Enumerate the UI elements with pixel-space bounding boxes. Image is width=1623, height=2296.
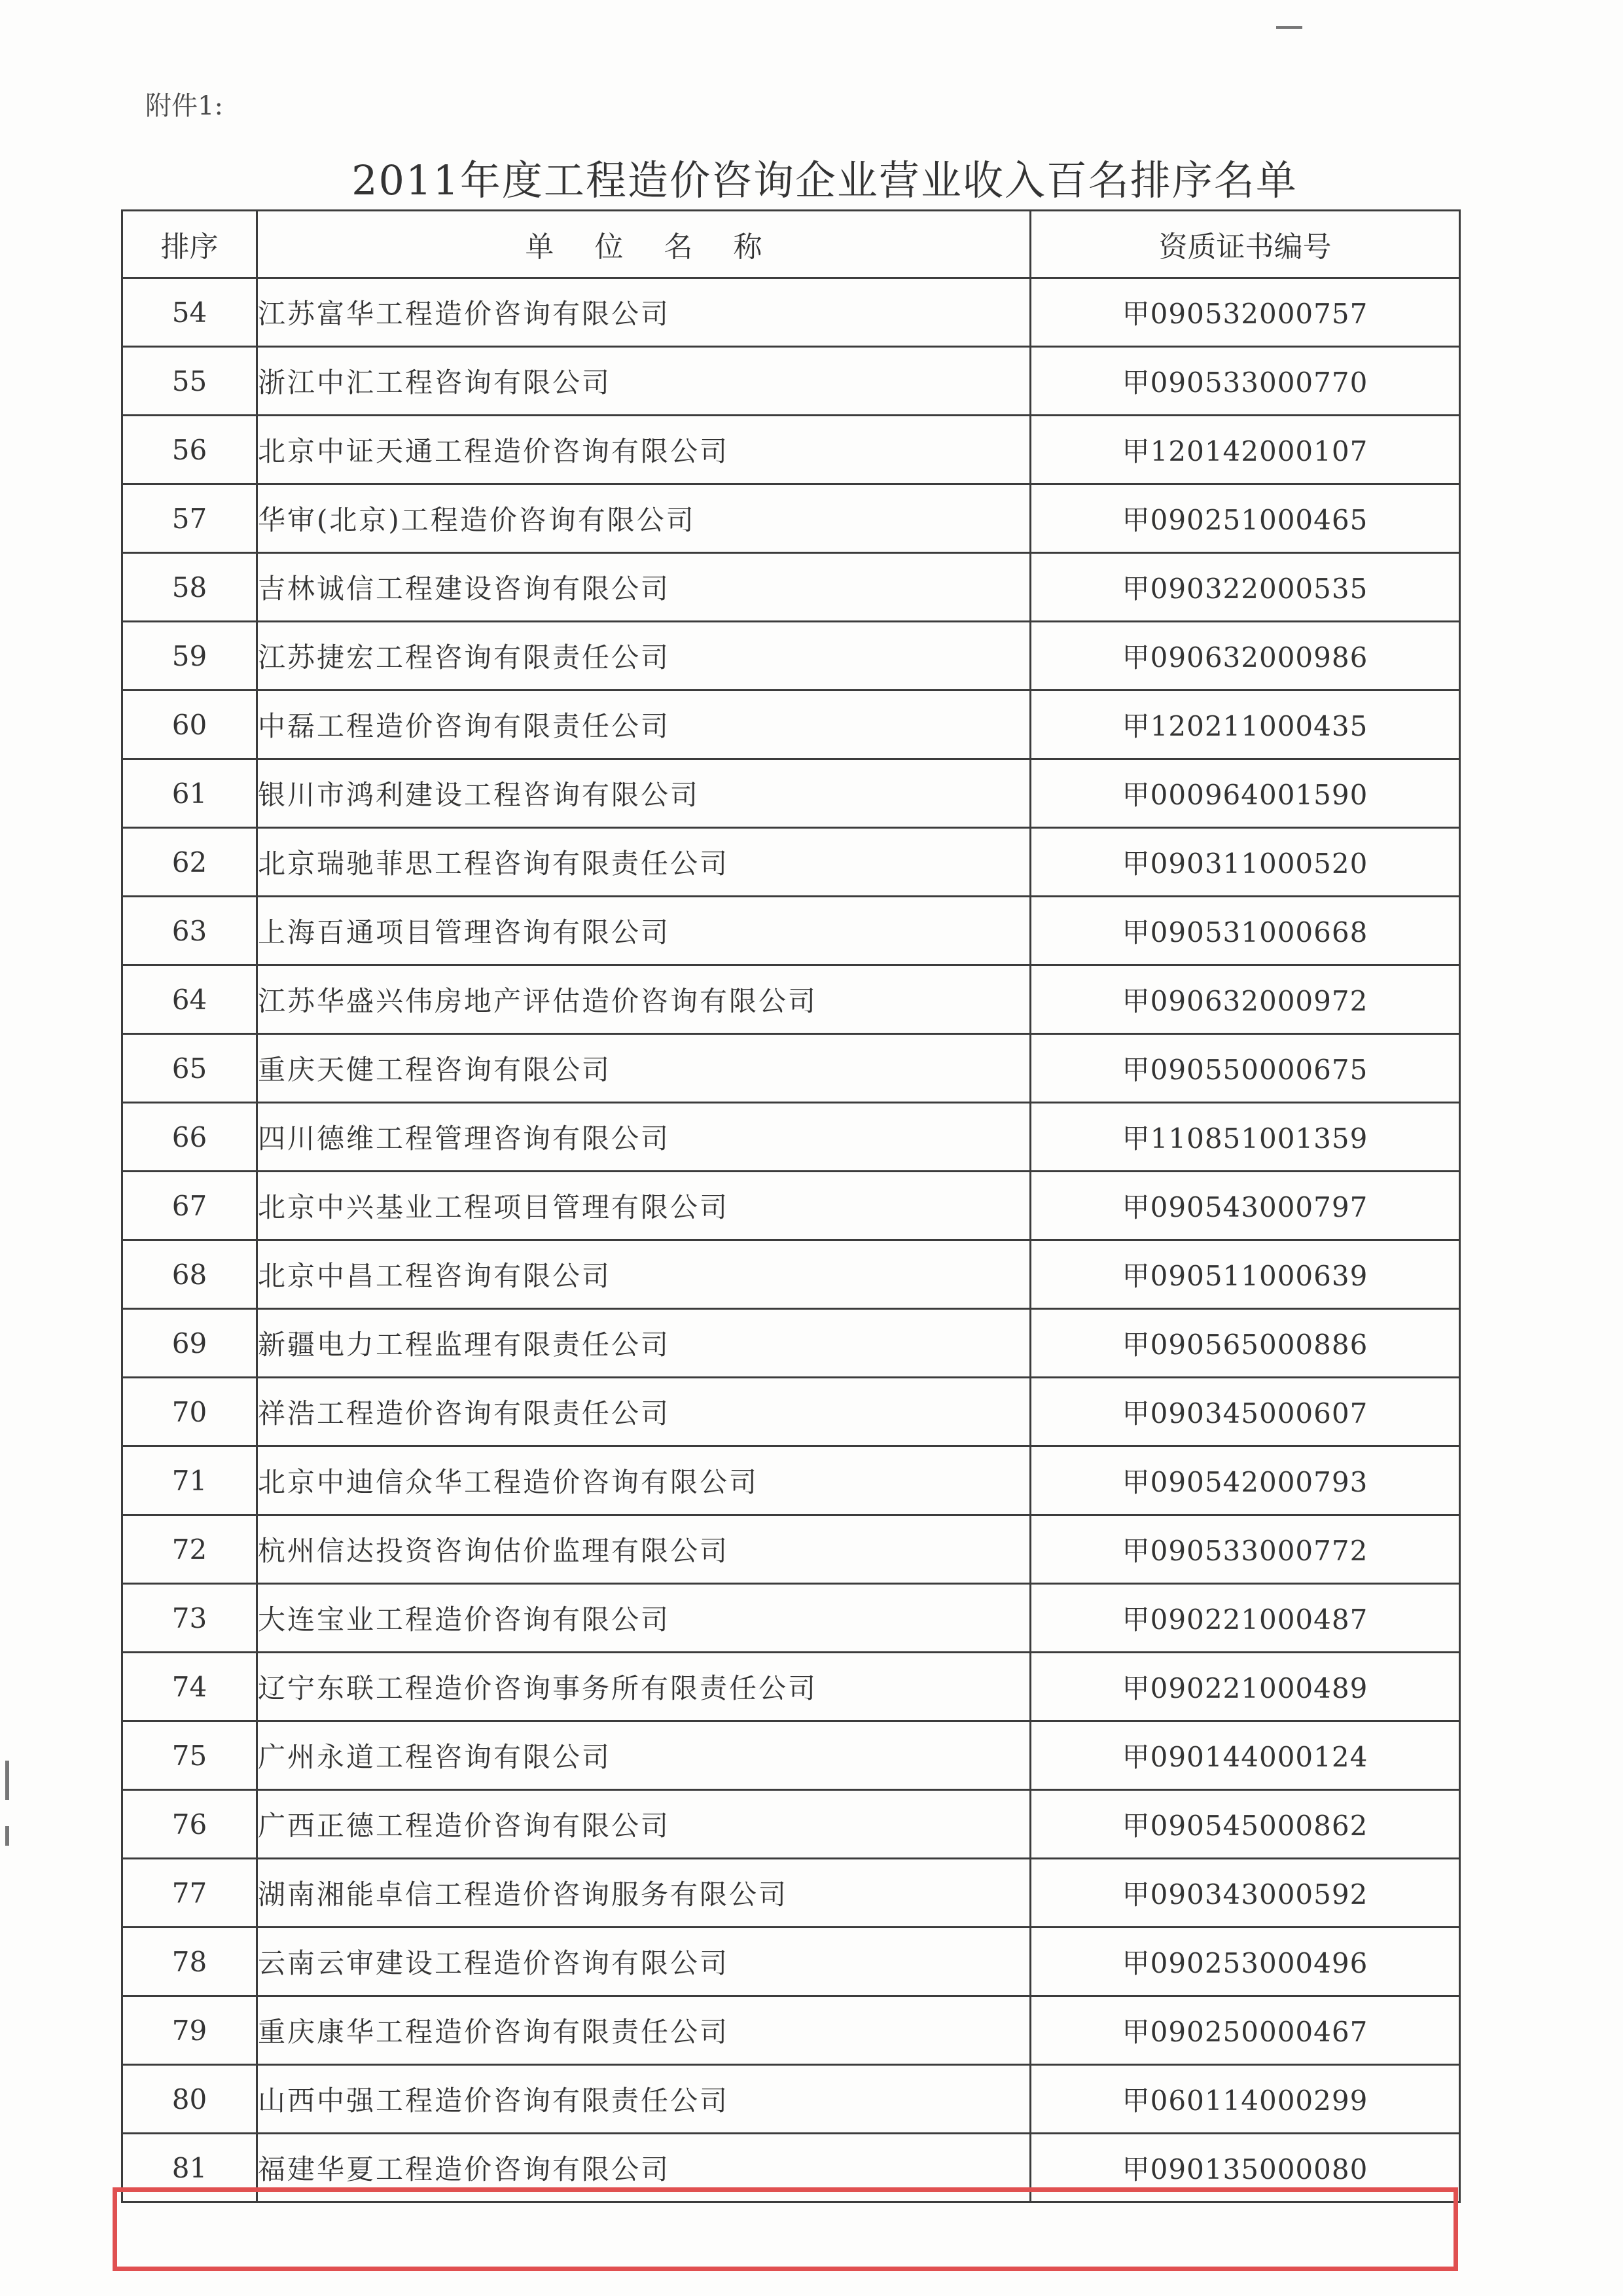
- certificate-number-cell: 甲090511000639: [1031, 1240, 1460, 1309]
- certificate-number-cell: 甲090531000668: [1031, 897, 1460, 965]
- company-name-cell: 重庆天健工程咨询有限公司: [257, 1034, 1031, 1103]
- scan-speck: [1276, 26, 1302, 29]
- company-name-cell: 北京中证天通工程造价咨询有限公司: [257, 416, 1031, 484]
- company-name-cell: 广西正德工程造价咨询有限公司: [257, 1790, 1031, 1859]
- rank-cell: 56: [122, 416, 257, 484]
- rank-cell: 81: [122, 2134, 257, 2202]
- rank-cell: 72: [122, 1515, 257, 1584]
- company-name-cell: 江苏华盛兴伟房地产评估造价咨询有限公司: [257, 965, 1031, 1034]
- rank-cell: 78: [122, 1928, 257, 1996]
- company-name-cell: 上海百通项目管理咨询有限公司: [257, 897, 1031, 965]
- certificate-number-cell: 甲090221000489: [1031, 1653, 1460, 1721]
- table-row: [122, 1446, 1460, 1515]
- company-name-cell: 辽宁东联工程造价咨询事务所有限责任公司: [257, 1653, 1031, 1721]
- table-body: [122, 278, 1460, 2202]
- table-row: [122, 897, 1460, 965]
- certificate-number-cell: 甲090545000862: [1031, 1790, 1460, 1859]
- company-name-cell: 北京中迪信众华工程造价咨询有限公司: [257, 1446, 1031, 1515]
- rank-cell: 67: [122, 1172, 257, 1240]
- rank-cell: 60: [122, 691, 257, 759]
- rank-cell: 68: [122, 1240, 257, 1309]
- company-name-cell: 中磊工程造价咨询有限责任公司: [257, 691, 1031, 759]
- certificate-number-cell: 甲090550000675: [1031, 1034, 1460, 1103]
- company-name-cell: 浙江中汇工程咨询有限公司: [257, 347, 1031, 416]
- certificate-number-cell: 甲090533000770: [1031, 347, 1460, 416]
- rank-cell: 62: [122, 828, 257, 897]
- rank-cell: 75: [122, 1721, 257, 1790]
- table-row: [122, 1378, 1460, 1446]
- table-header-row: [122, 211, 1460, 278]
- table-row: [122, 416, 1460, 484]
- certificate-number-cell: 甲090253000496: [1031, 1928, 1460, 1996]
- table-row: [122, 347, 1460, 416]
- table-row: [122, 2065, 1460, 2134]
- certificate-number-cell: 甲090542000793: [1031, 1446, 1460, 1515]
- company-name-cell: 杭州信达投资咨询估价监理有限公司: [257, 1515, 1031, 1584]
- table-row: [122, 278, 1460, 347]
- rank-cell: 65: [122, 1034, 257, 1103]
- table-row: [122, 1240, 1460, 1309]
- table-row: [122, 1790, 1460, 1859]
- table-row: [122, 553, 1460, 622]
- certificate-number-cell: 甲060114000299: [1031, 2065, 1460, 2134]
- certificate-number-cell: 甲090632000986: [1031, 622, 1460, 691]
- company-name-cell: 重庆康华工程造价咨询有限责任公司: [257, 1996, 1031, 2065]
- certificate-number-cell: 甲090250000467: [1031, 1996, 1460, 2065]
- table-row: [122, 828, 1460, 897]
- table-row: [122, 1859, 1460, 1928]
- certificate-number-cell: 甲090144000124: [1031, 1721, 1460, 1790]
- rank-cell: 74: [122, 1653, 257, 1721]
- certificate-number-cell: 甲090543000797: [1031, 1172, 1460, 1240]
- certificate-number-cell: 甲090221000487: [1031, 1584, 1460, 1653]
- column-header-rank: 排序: [122, 211, 257, 278]
- table-row: [122, 1996, 1460, 2065]
- table-row: [122, 1172, 1460, 1240]
- certificate-number-cell: 甲090322000535: [1031, 553, 1460, 622]
- certificate-number-cell: 甲110851001359: [1031, 1103, 1460, 1172]
- rank-cell: 70: [122, 1378, 257, 1446]
- rank-cell: 55: [122, 347, 257, 416]
- column-header-name: 单位名称: [257, 211, 1031, 278]
- certificate-number-cell: 甲090311000520: [1031, 828, 1460, 897]
- company-name-cell: 华审(北京)工程造价咨询有限公司: [257, 484, 1031, 553]
- table-row: [122, 484, 1460, 553]
- table-row: [122, 1928, 1460, 1996]
- certificate-number-cell: 甲090632000972: [1031, 965, 1460, 1034]
- certificate-number-cell: 甲090533000772: [1031, 1515, 1460, 1584]
- scan-speck: [5, 1826, 9, 1846]
- table-row: [122, 1515, 1460, 1584]
- company-name-cell: 山西中强工程造价咨询有限责任公司: [257, 2065, 1031, 2134]
- company-name-cell: 江苏捷宏工程咨询有限责任公司: [257, 622, 1031, 691]
- company-name-cell: 广州永道工程咨询有限公司: [257, 1721, 1031, 1790]
- page-title: [0, 148, 1623, 206]
- attachment-label: 附件1:: [145, 91, 223, 121]
- table-row: [122, 965, 1460, 1034]
- company-name-cell: 北京中兴基业工程项目管理有限公司: [257, 1172, 1031, 1240]
- table-row: [122, 622, 1460, 691]
- company-name-cell: 福建华夏工程造价咨询有限公司: [257, 2134, 1031, 2202]
- certificate-number-cell: 甲090532000757: [1031, 278, 1460, 347]
- company-name-cell: 江苏富华工程造价咨询有限公司: [257, 278, 1031, 347]
- company-name-cell: 湖南湘能卓信工程造价咨询服务有限公司: [257, 1859, 1031, 1928]
- table-row: [122, 759, 1460, 828]
- rank-cell: 76: [122, 1790, 257, 1859]
- table-row: [122, 1309, 1460, 1378]
- rank-cell: 59: [122, 622, 257, 691]
- table-row: [122, 1721, 1460, 1790]
- table-row: [122, 2134, 1460, 2202]
- certificate-number-cell: 甲090565000886: [1031, 1309, 1460, 1378]
- rank-cell: 71: [122, 1446, 257, 1515]
- rank-cell: 79: [122, 1996, 257, 2065]
- page-title-text: 2011年度工程造价咨询企业营业收入百名排序名单: [351, 156, 1298, 204]
- company-name-cell: 大连宝业工程造价咨询有限公司: [257, 1584, 1031, 1653]
- column-header-cert: 资质证书编号: [1031, 211, 1460, 278]
- table-row: [122, 1103, 1460, 1172]
- certificate-number-cell: 甲120142000107: [1031, 416, 1460, 484]
- rank-cell: 77: [122, 1859, 257, 1928]
- table-row: [122, 1584, 1460, 1653]
- company-name-cell: 吉林诚信工程建设咨询有限公司: [257, 553, 1031, 622]
- rank-cell: 64: [122, 965, 257, 1034]
- rank-cell: 57: [122, 484, 257, 553]
- rank-cell: 66: [122, 1103, 257, 1172]
- rank-cell: 54: [122, 278, 257, 347]
- company-name-cell: 北京瑞驰菲思工程咨询有限责任公司: [257, 828, 1031, 897]
- rank-cell: 73: [122, 1584, 257, 1653]
- certificate-number-cell: 甲090343000592: [1031, 1859, 1460, 1928]
- certificate-number-cell: 甲000964001590: [1031, 759, 1460, 828]
- table-row: [122, 1653, 1460, 1721]
- table-row: [122, 691, 1460, 759]
- company-name-cell: 北京中昌工程咨询有限公司: [257, 1240, 1031, 1309]
- table-row: [122, 1034, 1460, 1103]
- rank-cell: 69: [122, 1309, 257, 1378]
- company-name-cell: 四川德维工程管理咨询有限公司: [257, 1103, 1031, 1172]
- certificate-number-cell: 甲090135000080: [1031, 2134, 1460, 2202]
- certificate-number-cell: 甲120211000435: [1031, 691, 1460, 759]
- rank-cell: 63: [122, 897, 257, 965]
- company-name-cell: 祥浩工程造价咨询有限责任公司: [257, 1378, 1031, 1446]
- certificate-number-cell: 甲090251000465: [1031, 484, 1460, 553]
- rank-cell: 61: [122, 759, 257, 828]
- company-name-cell: 新疆电力工程监理有限责任公司: [257, 1309, 1031, 1378]
- company-name-cell: 云南云审建设工程造价咨询有限公司: [257, 1928, 1031, 1996]
- company-name-cell: 银川市鸿利建设工程咨询有限公司: [257, 759, 1031, 828]
- rank-cell: 58: [122, 553, 257, 622]
- ranking-table: [121, 209, 1461, 2203]
- certificate-number-cell: 甲090345000607: [1031, 1378, 1460, 1446]
- scan-speck: [5, 1761, 9, 1800]
- rank-cell: 80: [122, 2065, 257, 2134]
